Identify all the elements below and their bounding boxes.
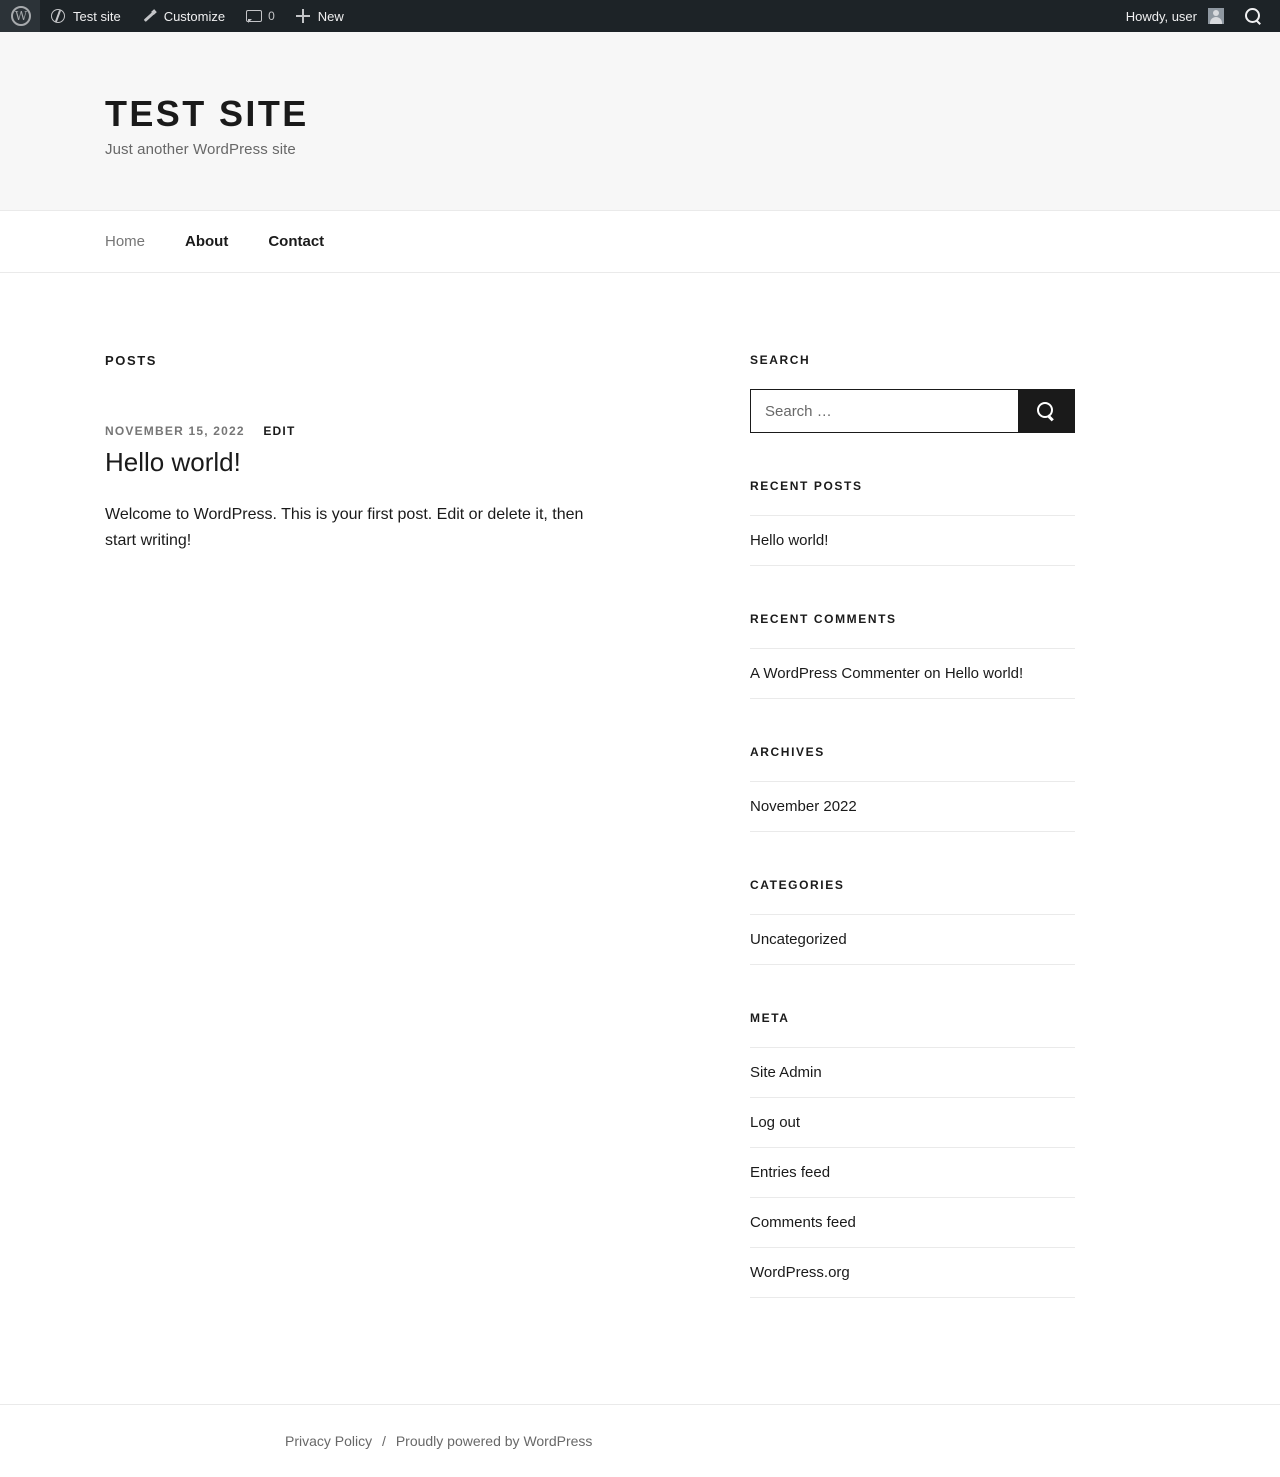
post-title[interactable]: Hello world! [105, 447, 241, 478]
widget-search-title: SEARCH [750, 353, 811, 368]
recent-posts-list [750, 515, 1075, 566]
site-title[interactable]: TEST SITE [105, 93, 309, 134]
categories-list [750, 914, 1075, 965]
footer-credit-link[interactable]: Proudly powered by WordPress [395, 1433, 593, 1450]
widget-recent-posts [750, 479, 1075, 566]
nav-item-home[interactable]: Home [105, 233, 146, 251]
sidebar [750, 353, 1075, 1344]
site-icon [50, 8, 66, 24]
posts-section-heading: POSTS [105, 353, 158, 369]
admin-bar-new-content[interactable] [285, 0, 354, 32]
admin-bar-site-name[interactable] [40, 0, 131, 32]
comment-author-link[interactable]: A WordPress Commenter [750, 665, 920, 683]
meta-link-entries-feed[interactable]: Entries feed [750, 1164, 831, 1182]
list-item [750, 914, 1075, 965]
widget-recent-comments-title: RECENT COMMENTS [750, 612, 897, 627]
meta-link-wordpress-org[interactable]: WordPress.org [750, 1264, 850, 1282]
content-area [85, 273, 1195, 1404]
post-meta [105, 424, 645, 438]
nav-item-about[interactable]: About [185, 233, 229, 251]
search-icon [1244, 7, 1262, 25]
list-item [750, 515, 1075, 566]
wordpress-logo-icon [11, 6, 31, 26]
search-submit-button[interactable] [1018, 390, 1074, 432]
list-item [750, 1247, 1075, 1298]
admin-bar-new-label: New [317, 8, 344, 24]
comment-on-word: on [923, 665, 941, 683]
admin-bar-site-name-label: Test site [73, 8, 121, 24]
comment-bubble-icon [245, 8, 261, 24]
meta-link-log-out[interactable]: Log out [750, 1114, 801, 1132]
post-excerpt: Welcome to WordPress. This is your first post. Edit or delete it, then start writing! [105, 505, 584, 550]
admin-bar-customize[interactable] [131, 0, 235, 32]
primary-navigation [0, 211, 1280, 273]
admin-bar-my-account[interactable] [1116, 0, 1234, 32]
search-form [750, 389, 1075, 433]
admin-bar-howdy-label: Howdy, user [1125, 8, 1197, 24]
nav-item-contact[interactable]: Contact [268, 233, 325, 251]
admin-bar-right [1116, 0, 1272, 32]
admin-bar-left [0, 0, 354, 32]
list-item [750, 648, 1075, 699]
meta-link-site-admin[interactable]: Site Admin [750, 1064, 822, 1082]
widget-archives [750, 745, 1075, 832]
meta-list [750, 1047, 1075, 1298]
list-item [750, 1047, 1075, 1097]
plus-icon [295, 8, 311, 24]
site-footer [0, 1404, 1280, 1477]
list-item [750, 1147, 1075, 1197]
footer-privacy-policy-link[interactable]: Privacy Policy [285, 1433, 373, 1450]
archives-list [750, 781, 1075, 832]
list-item [750, 781, 1075, 832]
widget-recent-posts-title: RECENT POSTS [750, 479, 863, 494]
site-description: Just another WordPress site [105, 141, 296, 159]
comment-post-link[interactable]: Hello world! [944, 665, 1024, 683]
list-item [750, 1197, 1075, 1247]
widget-archives-title: ARCHIVES [750, 745, 825, 760]
admin-bar-comments-count: 0 [268, 9, 275, 23]
admin-bar-customize-label: Customize [163, 8, 226, 24]
widget-meta-title: META [750, 1011, 790, 1026]
recent-comments-list [750, 648, 1075, 699]
widget-search [750, 353, 1075, 433]
search-icon [1036, 401, 1056, 421]
post-edit-link[interactable]: EDIT [263, 424, 296, 439]
avatar [1208, 8, 1224, 24]
footer-separator: / [382, 1433, 386, 1450]
wordpress-logo-button[interactable] [0, 0, 40, 32]
pencil-icon [141, 8, 157, 24]
meta-link-comments-feed[interactable]: Comments feed [750, 1214, 856, 1232]
recent-post-link[interactable]: Hello world! [750, 532, 829, 550]
widget-meta [750, 1011, 1075, 1298]
post-article [105, 424, 645, 555]
admin-bar [0, 0, 1280, 32]
main-content [105, 353, 685, 555]
widget-categories [750, 878, 1075, 965]
category-link[interactable]: Uncategorized [750, 931, 847, 949]
search-input[interactable] [751, 390, 1018, 432]
post-date-link[interactable]: NOVEMBER 15, 2022 [105, 424, 245, 439]
widget-categories-title: CATEGORIES [750, 878, 845, 893]
admin-bar-search-button[interactable] [1234, 0, 1272, 32]
list-item [750, 1097, 1075, 1147]
admin-bar-comments[interactable] [235, 0, 285, 32]
site-header [0, 32, 1280, 211]
archive-link[interactable]: November 2022 [750, 798, 857, 816]
nav-list [105, 211, 364, 272]
widget-recent-comments [750, 612, 1075, 699]
